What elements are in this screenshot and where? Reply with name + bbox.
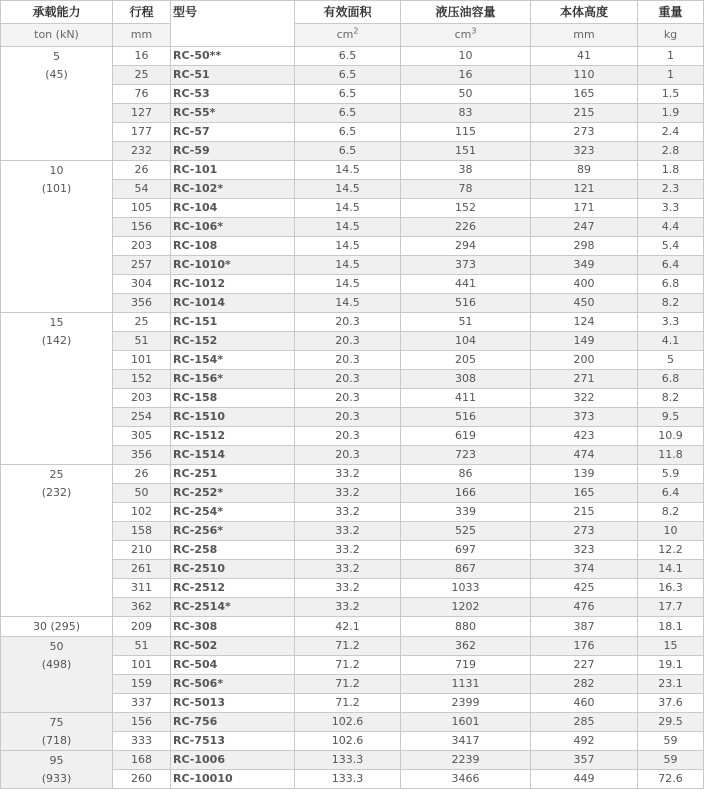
table-row <box>1 617 704 637</box>
capacity-ton: 95 <box>49 754 64 767</box>
oil-cell: 880 <box>401 617 531 637</box>
oil-cell: 441 <box>401 275 531 294</box>
model-cell: RC-1010* <box>171 256 295 275</box>
unit-weight: kg <box>638 24 704 47</box>
height-cell: 374 <box>531 560 638 579</box>
stroke-cell: 105 <box>113 199 171 218</box>
stroke-cell: 159 <box>113 675 171 694</box>
stroke-cell: 25 <box>113 313 171 332</box>
area-cell: 6.5 <box>295 104 401 123</box>
oil-cell: 205 <box>401 351 531 370</box>
header-weight: 重量 <box>638 1 704 24</box>
height-cell: 110 <box>531 66 638 85</box>
oil-cell: 226 <box>401 218 531 237</box>
oil-cell: 719 <box>401 656 531 675</box>
oil-cell: 1131 <box>401 675 531 694</box>
height-cell: 171 <box>531 199 638 218</box>
unit-capacity: ton (kN) <box>1 24 113 47</box>
stroke-cell: 337 <box>113 694 171 713</box>
oil-cell: 51 <box>401 313 531 332</box>
weight-cell: 1 <box>638 66 704 85</box>
header-oil: 液压油容量 <box>401 1 531 24</box>
stroke-cell: 362 <box>113 598 171 617</box>
area-cell: 33.2 <box>295 598 401 617</box>
area-cell: 71.2 <box>295 637 401 656</box>
area-cell: 33.2 <box>295 541 401 560</box>
stroke-cell: 158 <box>113 522 171 541</box>
weight-cell: 5 <box>638 351 704 370</box>
area-cell: 33.2 <box>295 465 401 484</box>
weight-cell: 5.9 <box>638 465 704 484</box>
oil-cell: 516 <box>401 408 531 427</box>
stroke-cell: 305 <box>113 427 171 446</box>
weight-cell: 4.1 <box>638 332 704 351</box>
height-cell: 41 <box>531 47 638 66</box>
height-cell: 298 <box>531 237 638 256</box>
oil-cell: 3466 <box>401 770 531 789</box>
weight-cell: 8.2 <box>638 294 704 313</box>
height-cell: 273 <box>531 522 638 541</box>
stroke-cell: 168 <box>113 751 171 770</box>
capacity-ton: 10 <box>49 164 64 177</box>
weight-cell: 8.2 <box>638 389 704 408</box>
weight-cell: 1.5 <box>638 85 704 104</box>
capacity-ton: 30 (295) <box>32 620 81 633</box>
height-cell: 460 <box>531 694 638 713</box>
area-cell: 14.5 <box>295 161 401 180</box>
oil-cell: 83 <box>401 104 531 123</box>
oil-cell: 38 <box>401 161 531 180</box>
area-cell: 14.5 <box>295 275 401 294</box>
height-cell: 215 <box>531 104 638 123</box>
area-cell: 133.3 <box>295 770 401 789</box>
height-cell: 449 <box>531 770 638 789</box>
model-cell: RC-1514 <box>171 446 295 465</box>
area-cell: 20.3 <box>295 351 401 370</box>
area-cell: 102.6 <box>295 732 401 751</box>
height-cell: 149 <box>531 332 638 351</box>
area-cell: 20.3 <box>295 313 401 332</box>
oil-cell: 104 <box>401 332 531 351</box>
stroke-cell: 51 <box>113 332 171 351</box>
unit-area <box>295 24 401 47</box>
weight-cell: 10 <box>638 522 704 541</box>
area-cell: 33.2 <box>295 579 401 598</box>
unit-oil-exp: 3 <box>471 26 477 36</box>
oil-cell: 339 <box>401 503 531 522</box>
area-cell: 20.3 <box>295 332 401 351</box>
model-cell: RC-254* <box>171 503 295 522</box>
model-cell: RC-308 <box>171 617 295 637</box>
height-cell: 373 <box>531 408 638 427</box>
height-cell: 227 <box>531 656 638 675</box>
model-cell: RC-756 <box>171 713 295 732</box>
height-cell: 423 <box>531 427 638 446</box>
oil-cell: 516 <box>401 294 531 313</box>
stroke-cell: 177 <box>113 123 171 142</box>
oil-cell: 10 <box>401 47 531 66</box>
stroke-cell: 152 <box>113 370 171 389</box>
model-cell: RC-101 <box>171 161 295 180</box>
oil-cell: 294 <box>401 237 531 256</box>
area-cell: 102.6 <box>295 713 401 732</box>
weight-cell: 9.5 <box>638 408 704 427</box>
stroke-cell: 261 <box>113 560 171 579</box>
model-cell: RC-152 <box>171 332 295 351</box>
header-stroke: 行程 <box>113 1 171 24</box>
stroke-cell: 260 <box>113 770 171 789</box>
header-height: 本体高度 <box>531 1 638 24</box>
oil-cell: 151 <box>401 142 531 161</box>
weight-cell: 5.4 <box>638 237 704 256</box>
model-cell: RC-2510 <box>171 560 295 579</box>
model-cell: RC-151 <box>171 313 295 332</box>
stroke-cell: 209 <box>113 617 171 637</box>
unit-stroke: mm <box>113 24 171 47</box>
model-cell: RC-106* <box>171 218 295 237</box>
area-cell: 20.3 <box>295 446 401 465</box>
capacity-kn: (45) <box>45 68 68 81</box>
model-cell: RC-1014 <box>171 294 295 313</box>
model-cell: RC-504 <box>171 656 295 675</box>
area-cell: 33.2 <box>295 484 401 503</box>
height-cell: 450 <box>531 294 638 313</box>
weight-cell: 6.8 <box>638 275 704 294</box>
height-cell: 425 <box>531 579 638 598</box>
capacity-cell <box>1 751 113 789</box>
oil-cell: 16 <box>401 66 531 85</box>
stroke-cell: 102 <box>113 503 171 522</box>
area-cell: 20.3 <box>295 408 401 427</box>
header-model: 型号 <box>171 1 295 47</box>
capacity-cell <box>1 617 113 637</box>
height-cell: 165 <box>531 484 638 503</box>
area-cell: 133.3 <box>295 751 401 770</box>
stroke-cell: 232 <box>113 142 171 161</box>
area-cell: 33.2 <box>295 503 401 522</box>
area-cell: 14.5 <box>295 180 401 199</box>
area-cell: 14.5 <box>295 237 401 256</box>
oil-cell: 619 <box>401 427 531 446</box>
area-cell: 6.5 <box>295 47 401 66</box>
capacity-ton: 5 <box>53 50 60 63</box>
area-cell: 6.5 <box>295 142 401 161</box>
area-cell: 14.5 <box>295 218 401 237</box>
capacity-cell <box>1 161 113 313</box>
stroke-cell: 356 <box>113 446 171 465</box>
area-cell: 20.3 <box>295 427 401 446</box>
capacity-kn: (498) <box>41 658 72 671</box>
height-cell: 323 <box>531 541 638 560</box>
oil-cell: 152 <box>401 199 531 218</box>
height-cell: 387 <box>531 617 638 637</box>
capacity-kn: (718) <box>41 734 72 747</box>
height-cell: 176 <box>531 637 638 656</box>
model-cell: RC-57 <box>171 123 295 142</box>
model-cell: RC-104 <box>171 199 295 218</box>
weight-cell: 6.4 <box>638 256 704 275</box>
height-cell: 282 <box>531 675 638 694</box>
weight-cell: 1.8 <box>638 161 704 180</box>
height-cell: 285 <box>531 713 638 732</box>
capacity-ton: 75 <box>49 716 64 729</box>
height-cell: 323 <box>531 142 638 161</box>
stroke-cell: 210 <box>113 541 171 560</box>
height-cell: 322 <box>531 389 638 408</box>
height-cell: 215 <box>531 503 638 522</box>
model-cell: RC-1006 <box>171 751 295 770</box>
stroke-cell: 127 <box>113 104 171 123</box>
capacity-kn: (142) <box>41 334 72 347</box>
height-cell: 349 <box>531 256 638 275</box>
unit-area-base: cm <box>336 28 354 41</box>
stroke-cell: 26 <box>113 465 171 484</box>
header-capacity: 承载能力 <box>1 1 113 24</box>
oil-cell: 115 <box>401 123 531 142</box>
weight-cell: 8.2 <box>638 503 704 522</box>
model-cell: RC-1512 <box>171 427 295 446</box>
weight-cell: 19.1 <box>638 656 704 675</box>
weight-cell: 12.2 <box>638 541 704 560</box>
oil-cell: 2399 <box>401 694 531 713</box>
model-cell: RC-51 <box>171 66 295 85</box>
height-cell: 124 <box>531 313 638 332</box>
oil-cell: 1033 <box>401 579 531 598</box>
weight-cell: 2.3 <box>638 180 704 199</box>
height-cell: 89 <box>531 161 638 180</box>
model-cell: RC-258 <box>171 541 295 560</box>
area-cell: 14.5 <box>295 294 401 313</box>
model-cell: RC-1012 <box>171 275 295 294</box>
model-cell: RC-502 <box>171 637 295 656</box>
unit-height: mm <box>531 24 638 47</box>
height-cell: 474 <box>531 446 638 465</box>
table-header <box>1 1 704 47</box>
weight-cell: 72.6 <box>638 770 704 789</box>
capacity-kn: (933) <box>41 772 72 785</box>
model-cell: RC-59 <box>171 142 295 161</box>
model-cell: RC-7513 <box>171 732 295 751</box>
model-cell: RC-506* <box>171 675 295 694</box>
stroke-cell: 156 <box>113 713 171 732</box>
height-cell: 273 <box>531 123 638 142</box>
weight-cell: 1 <box>638 47 704 66</box>
oil-cell: 525 <box>401 522 531 541</box>
model-cell: RC-108 <box>171 237 295 256</box>
weight-cell: 59 <box>638 751 704 770</box>
weight-cell: 17.7 <box>638 598 704 617</box>
oil-cell: 1601 <box>401 713 531 732</box>
capacity-cell <box>1 313 113 465</box>
model-cell: RC-55* <box>171 104 295 123</box>
model-cell: RC-102* <box>171 180 295 199</box>
stroke-cell: 311 <box>113 579 171 598</box>
stroke-cell: 203 <box>113 237 171 256</box>
header-area: 有效面积 <box>295 1 401 24</box>
stroke-cell: 101 <box>113 656 171 675</box>
height-cell: 247 <box>531 218 638 237</box>
table-body <box>1 47 704 789</box>
capacity-ton: 25 <box>49 468 64 481</box>
weight-cell: 1.9 <box>638 104 704 123</box>
oil-cell: 2239 <box>401 751 531 770</box>
table-row <box>1 637 704 656</box>
weight-cell: 18.1 <box>638 617 704 637</box>
oil-cell: 723 <box>401 446 531 465</box>
model-cell: RC-10010 <box>171 770 295 789</box>
model-cell: RC-1510 <box>171 408 295 427</box>
height-cell: 476 <box>531 598 638 617</box>
oil-cell: 78 <box>401 180 531 199</box>
oil-cell: 411 <box>401 389 531 408</box>
weight-cell: 11.8 <box>638 446 704 465</box>
height-cell: 271 <box>531 370 638 389</box>
stroke-cell: 333 <box>113 732 171 751</box>
area-cell: 71.2 <box>295 675 401 694</box>
area-cell: 6.5 <box>295 85 401 104</box>
stroke-cell: 51 <box>113 637 171 656</box>
weight-cell: 3.3 <box>638 313 704 332</box>
model-cell: RC-2512 <box>171 579 295 598</box>
stroke-cell: 25 <box>113 66 171 85</box>
area-cell: 14.5 <box>295 256 401 275</box>
model-cell: RC-158 <box>171 389 295 408</box>
weight-cell: 10.9 <box>638 427 704 446</box>
unit-row <box>1 24 704 47</box>
model-cell: RC-154* <box>171 351 295 370</box>
model-cell: RC-50** <box>171 47 295 66</box>
weight-cell: 2.8 <box>638 142 704 161</box>
capacity-kn: (101) <box>41 182 72 195</box>
area-cell: 33.2 <box>295 522 401 541</box>
area-cell: 33.2 <box>295 560 401 579</box>
table-row <box>1 47 704 66</box>
stroke-cell: 16 <box>113 47 171 66</box>
oil-cell: 308 <box>401 370 531 389</box>
weight-cell: 4.4 <box>638 218 704 237</box>
height-cell: 400 <box>531 275 638 294</box>
weight-cell: 15 <box>638 637 704 656</box>
model-cell: RC-156* <box>171 370 295 389</box>
table-row <box>1 161 704 180</box>
weight-cell: 23.1 <box>638 675 704 694</box>
stroke-cell: 257 <box>113 256 171 275</box>
capacity-ton: 50 <box>49 640 64 653</box>
height-cell: 492 <box>531 732 638 751</box>
stroke-cell: 26 <box>113 161 171 180</box>
oil-cell: 697 <box>401 541 531 560</box>
height-cell: 357 <box>531 751 638 770</box>
oil-cell: 373 <box>401 256 531 275</box>
model-cell: RC-256* <box>171 522 295 541</box>
stroke-cell: 101 <box>113 351 171 370</box>
capacity-cell <box>1 637 113 713</box>
stroke-cell: 356 <box>113 294 171 313</box>
area-cell: 6.5 <box>295 66 401 85</box>
weight-cell: 16.3 <box>638 579 704 598</box>
table-row <box>1 751 704 770</box>
weight-cell: 6.8 <box>638 370 704 389</box>
unit-oil-base: cm <box>454 28 472 41</box>
capacity-ton: 15 <box>49 316 64 329</box>
height-cell: 121 <box>531 180 638 199</box>
stroke-cell: 156 <box>113 218 171 237</box>
stroke-cell: 304 <box>113 275 171 294</box>
oil-cell: 867 <box>401 560 531 579</box>
weight-cell: 2.4 <box>638 123 704 142</box>
stroke-cell: 254 <box>113 408 171 427</box>
area-cell: 71.2 <box>295 656 401 675</box>
model-cell: RC-2514* <box>171 598 295 617</box>
oil-cell: 86 <box>401 465 531 484</box>
weight-cell: 59 <box>638 732 704 751</box>
oil-cell: 362 <box>401 637 531 656</box>
capacity-cell <box>1 465 113 617</box>
oil-cell: 50 <box>401 85 531 104</box>
unit-oil <box>401 24 531 47</box>
stroke-cell: 50 <box>113 484 171 503</box>
stroke-cell: 54 <box>113 180 171 199</box>
weight-cell: 29.5 <box>638 713 704 732</box>
height-cell: 165 <box>531 85 638 104</box>
weight-cell: 37.6 <box>638 694 704 713</box>
stroke-cell: 203 <box>113 389 171 408</box>
model-cell: RC-252* <box>171 484 295 503</box>
model-cell: RC-251 <box>171 465 295 484</box>
oil-cell: 166 <box>401 484 531 503</box>
weight-cell: 6.4 <box>638 484 704 503</box>
area-cell: 20.3 <box>295 389 401 408</box>
oil-cell: 1202 <box>401 598 531 617</box>
weight-cell: 14.1 <box>638 560 704 579</box>
area-cell: 71.2 <box>295 694 401 713</box>
stroke-cell: 76 <box>113 85 171 104</box>
area-cell: 20.3 <box>295 370 401 389</box>
capacity-cell <box>1 47 113 161</box>
height-cell: 139 <box>531 465 638 484</box>
model-cell: RC-5013 <box>171 694 295 713</box>
area-cell: 6.5 <box>295 123 401 142</box>
header-row <box>1 1 704 24</box>
table-row <box>1 465 704 484</box>
capacity-cell <box>1 713 113 751</box>
table-row <box>1 313 704 332</box>
height-cell: 200 <box>531 351 638 370</box>
table-row <box>1 713 704 732</box>
capacity-kn: (232) <box>41 486 72 499</box>
weight-cell: 3.3 <box>638 199 704 218</box>
oil-cell: 3417 <box>401 732 531 751</box>
unit-area-exp: 2 <box>353 26 359 36</box>
area-cell: 14.5 <box>295 199 401 218</box>
model-cell: RC-53 <box>171 85 295 104</box>
area-cell: 42.1 <box>295 617 401 637</box>
